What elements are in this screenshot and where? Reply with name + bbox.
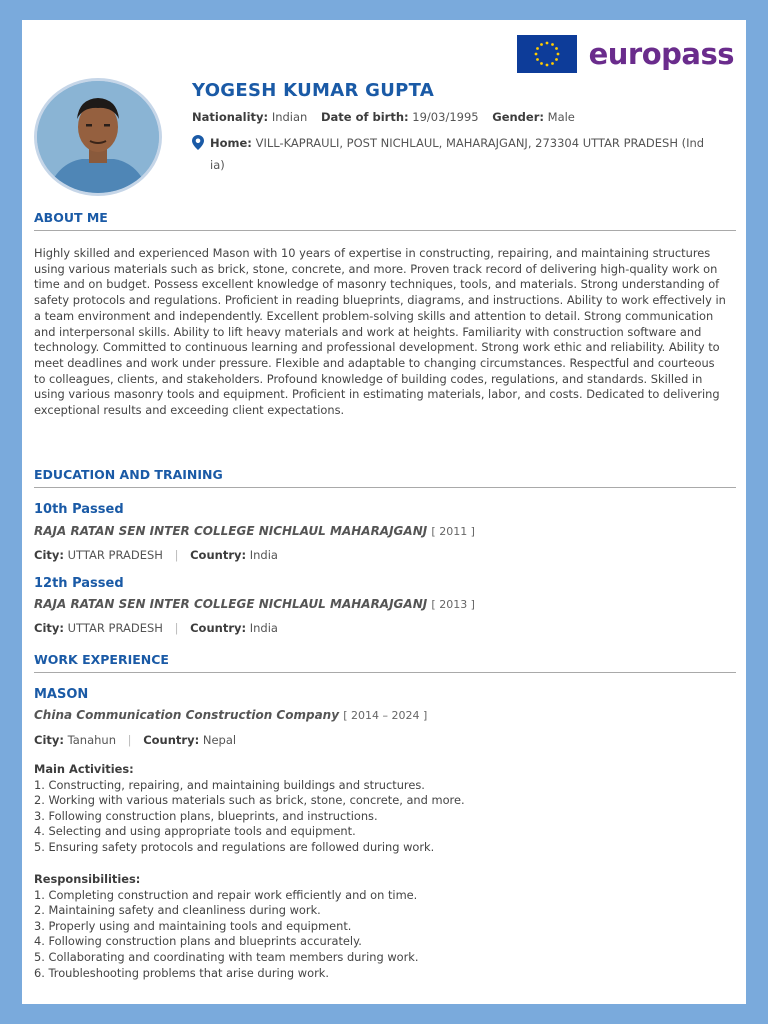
list-item: 1. Constructing, repairing, and maintaining buildings and structures. xyxy=(34,777,425,792)
city-label: City: xyxy=(34,548,64,562)
list-item: 2. Maintaining safety and cleanliness during work. xyxy=(34,903,321,918)
education-org xyxy=(34,524,475,538)
job-title: MASON xyxy=(34,687,89,702)
education-date: [ 2013 ] xyxy=(431,598,475,611)
location-pin-icon xyxy=(192,135,204,150)
gender-label: Gender: xyxy=(492,110,544,124)
dob-value: 19/03/1995 xyxy=(412,110,479,124)
city-value: UTTAR PRADESH xyxy=(67,621,163,635)
country-value: India xyxy=(249,621,278,635)
country-value: Nepal xyxy=(202,733,237,747)
country-label: Country: xyxy=(190,621,247,635)
country-label: Country: xyxy=(190,548,247,562)
list-item: 6. Troubleshooting problems that arise during work. xyxy=(34,965,329,980)
employer-name: China Communication Construction Company xyxy=(34,708,340,722)
separator: | xyxy=(127,733,132,747)
employer xyxy=(34,708,427,722)
list-item: 4. Selecting and using appropriate tools and equipment. xyxy=(34,824,356,839)
europass-logo xyxy=(517,35,734,73)
section-title-education: EDUCATION AND TRAINING xyxy=(34,467,736,488)
city-value: Tanahun xyxy=(67,733,117,747)
home-line2: ia) xyxy=(210,158,225,172)
country-label: Country: xyxy=(143,733,200,747)
responsibilities-heading: Responsibilities: xyxy=(34,872,141,886)
education-org-name: RAJA RATAN SEN INTER COLLEGE NICHLAUL MAHARAJGANJ xyxy=(34,524,428,538)
candidate-name: YOGESH KUMAR GUPTA xyxy=(192,80,435,101)
nationality-value: Indian xyxy=(271,110,308,124)
home-line1: VILL-KAPRAULI, POST NICHLAUL, MAHARAJGANJ, 273304 UTTAR PRADESH (Ind xyxy=(255,136,705,150)
city-label: City: xyxy=(34,621,64,635)
education-location xyxy=(34,621,278,635)
education-date: [ 2011 ] xyxy=(431,525,475,538)
europass-wordmark: europass xyxy=(588,37,734,71)
list-item: 5. Ensuring safety protocols and regulations are followed during work. xyxy=(34,839,435,854)
employment-date: [ 2014 – 2024 ] xyxy=(343,709,428,722)
frame-band xyxy=(0,20,22,82)
list-item: 2. Working with various materials such as brick, stone, concrete, and more. xyxy=(34,793,465,808)
about-text: Highly skilled and experienced Mason with 10 years of expertise in constructing, repairing, and maintaining structures using various materials such as brick, stone, concrete, and more. Proven track record of delivering high-quality work on time and on budget. Possess excellent knowledge of masonry techniques, tools, and materials. Strong understanding of safety protocols and regulations. Proficient in reading blueprints, diagrams, and instructions. Ability to work effectively in a team environment and independently. Excellent problem-solving skills and attention to detail. Strong communication and interpersonal skills. Ability to lift heavy materials and work at heights. Familiarity with construction software and technology. Committed to continuous learning and professional development. Strong work ethic and reliability. Ability to meet deadlines and work under pressure. Flexible and adaptable to changing circumstances. Respectful and courteous to colleagues, clients, and stakeholders. Profound knowledge of building codes, regulations, and standards. Skilled in using various masonry tools and equipment. Proficient in estimating materials, labor, and costs. Dedicated to delivering exceptional results and exceeding client expectations. xyxy=(34,246,726,418)
section-title-about: ABOUT ME xyxy=(34,210,736,231)
list-item: 3. Properly using and maintaining tools and equipment. xyxy=(34,918,352,933)
list-item: 3. Following construction plans, blueprints, and instructions. xyxy=(34,808,378,823)
main-activities xyxy=(34,762,724,856)
education-org xyxy=(34,597,475,611)
responsibilities xyxy=(34,872,724,981)
nationality-label: Nationality: xyxy=(192,110,269,124)
education-location xyxy=(34,548,278,562)
education-title: 10th Passed xyxy=(34,502,124,517)
personal-info xyxy=(192,110,575,124)
education-org-name: RAJA RATAN SEN INTER COLLEGE NICHLAUL MAHARAJGANJ xyxy=(34,597,428,611)
profile-photo xyxy=(34,78,162,196)
country-value: India xyxy=(249,548,278,562)
home-address xyxy=(192,132,732,176)
list-item: 4. Following construction plans and blueprints accurately. xyxy=(34,934,362,949)
city-label: City: xyxy=(34,733,64,747)
list-item: 5. Collaborating and coordinating with team members during work. xyxy=(34,949,419,964)
work-location xyxy=(34,733,236,747)
gender-value: Male xyxy=(547,110,575,124)
list-item: 1. Completing construction and repair work efficiently and on time. xyxy=(34,887,418,902)
city-value: UTTAR PRADESH xyxy=(67,548,163,562)
separator: | xyxy=(174,621,179,635)
cv-page xyxy=(22,20,746,1004)
separator: | xyxy=(174,548,179,562)
section-title-work: WORK EXPERIENCE xyxy=(34,652,736,673)
eu-flag-icon xyxy=(517,35,577,73)
activities-heading: Main Activities: xyxy=(34,762,134,776)
education-title: 12th Passed xyxy=(34,576,124,591)
home-label: Home: xyxy=(210,136,252,150)
dob-label: Date of birth: xyxy=(320,110,409,124)
